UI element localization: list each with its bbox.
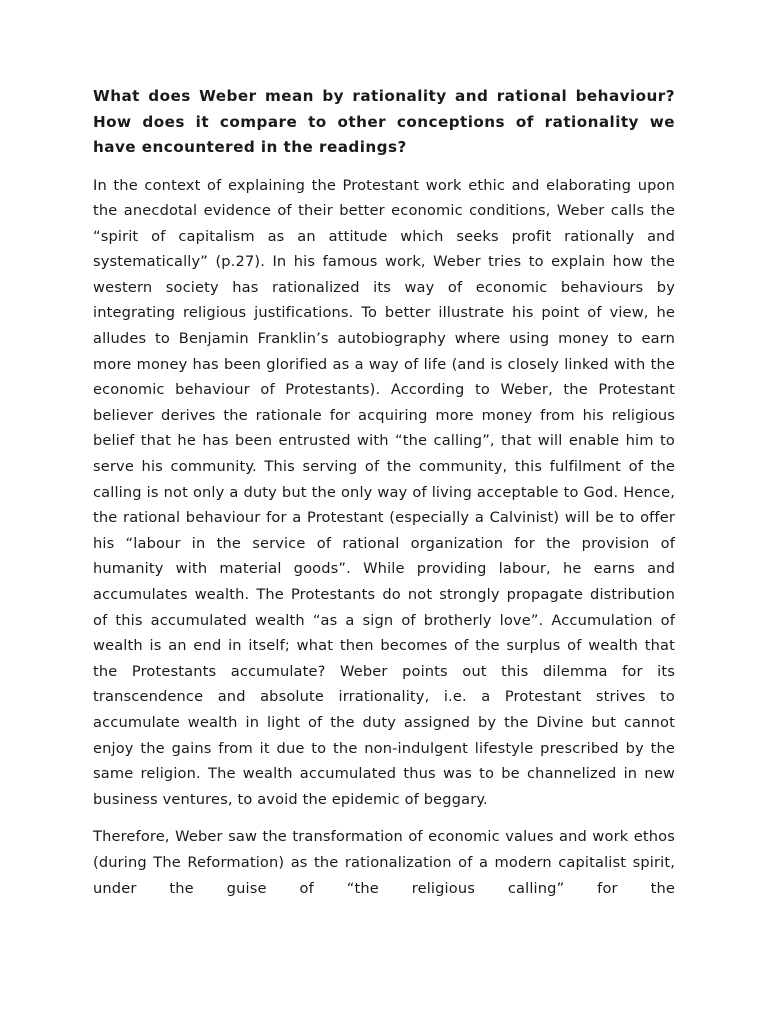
document-page: [93, 84, 675, 913]
body-paragraph-1: In the context of explaining the Protestant work ethic and elaborating upon the anecdotal evidence of their better economic conditions, Weber calls the “spirit of capitalism as an attitude which seeks profit rationally and systematically” (p.27). In his famous work, Weber tries to explain how the western society has rationalized its way of economic behaviours by integrating religious justifications. To better illustrate his point of view, he alludes to Benjamin Franklin’s autobiography where using money to earn more money has been glorified as a way of life (and is closely linked with the economic behaviour of Protestants). According to Weber, the Protestant believer derives the rationale for acquiring more money from his religious belief that he has been entrusted with “the calling”, that will enable him to serve his community. This serving of the community, this fulfilment of the calling is not only a duty but the only way of living acceptable to God. Hence, the rational behaviour for a Protestant (especially a Calvinist) will be to offer his “labour in the service of rational organization for the provision of humanity with material goods”. While providing labour, he earns and accumulates wealth. The Protestants do not strongly propagate distribution of this accumulated wealth “as a sign of brotherly love”. Accumulation of wealth is an end in itself; what then becomes of the surplus of wealth that the Protestants accumulate? Weber points out this dilemma for its transcendence and absolute irrationality, i.e. a Protestant strives to accumulate wealth in light of the duty assigned by the Divine but cannot enjoy the gains from it due to the non-indulgent lifestyle prescribed by the same religion. The wealth accumulated thus was to be channelized in new business ventures, to avoid the epidemic of beggary.: [93, 176, 675, 808]
essay-question-heading: What does Weber mean by rationality and rational behaviour? How does it compare to other conceptions of rationality we have encountered in the readings?: [93, 87, 675, 156]
body-paragraph-2: Therefore, Weber saw the transformation of economic values and work ethos (during The Reformation) as the rationalization of a modern capitalist spirit, under the guise of “the religious calling” for the: [93, 828, 675, 897]
